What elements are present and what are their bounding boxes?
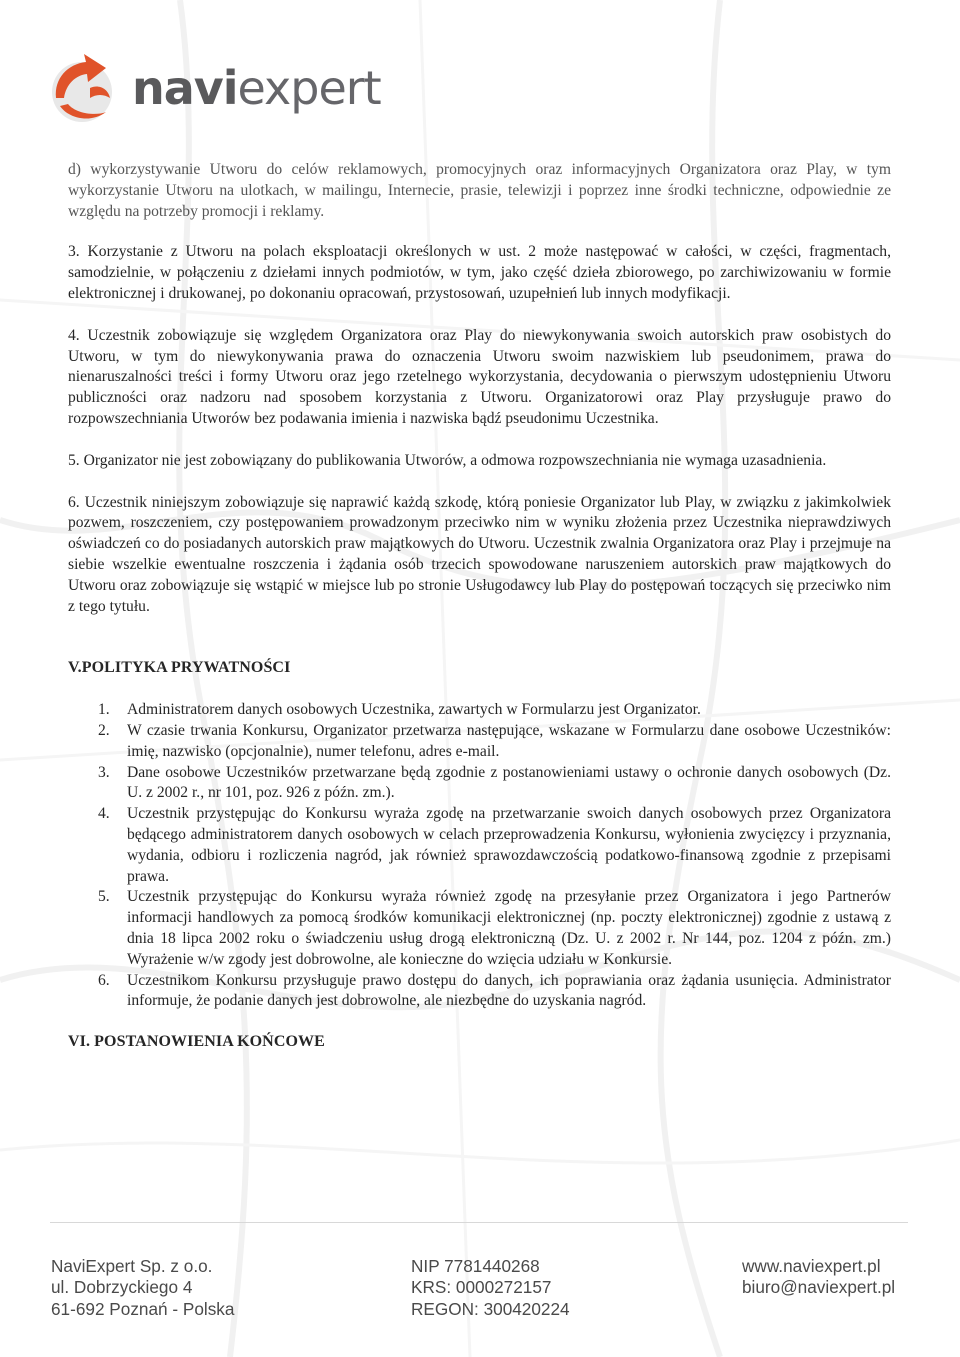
- list-item: [68, 763, 891, 805]
- list-item: [68, 887, 891, 970]
- list-item-text: Uczestnik przystępując do Konkursu wyraża również zgodę na przesyłanie przez Organizatora i jego Partnerów informacji handlowych za pomocą środków komunikacji elektronicznej (np. poczty elektronicznej) zgodnie z ustawą z dnia 18 lipca 2002 roku o świadczeniu usług drogą elektroniczną (Dz. U. z 2002 r. Nr 144, poz. 1204 z późn. zm.) Wyrażenie w/w zgody jest dobrowolne, ale konieczne do wzięcia udziału w Konkursie.: [127, 888, 891, 968]
- paragraph-5: 5. Organizator nie jest zobowiązany do publikowania Utworów, a odmowa rozpowszechniania nie wymaga uzasadnienia.: [68, 451, 827, 469]
- list-item-text: Uczestnik przystępując do Konkursu wyraża zgodę na przetwarzanie swoich danych osobowych przez Organizatora będącego administratorem danych osobowych w celach przeprowadzenia Konkursu, wyłonienia zwycięzcy i przyznania, wydania, odbioru i rozliczenia nagród, jak również sprawozdawczością podatkowo-finansową zgodnie z przepisami prawa.: [127, 805, 891, 885]
- list-item: [68, 804, 891, 887]
- list-item-text: Administratorem danych osobowych Uczestnika, zawartych w Formularzu jest Organizator.: [127, 701, 701, 719]
- list-item: [68, 721, 891, 763]
- list-item-number: 6.: [98, 971, 110, 989]
- footer-city: 61-692 Poznań - Polska: [51, 1298, 235, 1319]
- paragraph-4: 4. Uczestnik zobowiązuje się względem Organizatora oraz Play do niewykonywania swoich autorskich praw osobistych do Utworu, w tym do niewykonywania prawa do oznaczenia Utworu swoim nazwiskiem lub pseudonimem, prawa do nienaruszalności treści i formy Utworu oraz jego rzetelnego wykorzystania, decydowania o pierwszym udostępnieniu Utworu publiczności oraz nadzoru nad sposobem korzystania z Utworu. Organizatorowi oraz Play przysługuje prawo do rozpowszechniania Utworów bez podawania imienia i nazwiska bądź pseudonimu Uczestnika.: [68, 326, 891, 427]
- logo-text-light: expert: [237, 61, 381, 115]
- logo-text-bold: navi: [132, 61, 238, 115]
- list-item-text: W czasie trwania Konkursu, Organizator przetwarza następujące, wskazane w Formularzu dane osobowe Uczestników: imię, nazwisko (opcjonalnie), numer telefonu, adres e-mail.: [127, 721, 891, 760]
- footer-email-link[interactable]: biuro@naviexpert.pl: [742, 1277, 896, 1298]
- footer-company-address: [51, 1256, 234, 1320]
- footer-street: ul. Dobrzyckiego 4: [51, 1277, 193, 1298]
- footer-website-link[interactable]: www.naviexpert.pl: [742, 1256, 881, 1276]
- document-body: [68, 160, 891, 1053]
- footer-company-name: NaviExpert Sp. z o.o.: [51, 1256, 213, 1276]
- footer-registration: [411, 1256, 570, 1320]
- footer-regon: REGON: 300420224: [411, 1298, 570, 1319]
- list-item-text: Dane osobowe Uczestników przetwarzane będą zgodnie z postanowieniami ustawy o ochronie danych osobowych (Dz. U. z 2002 r., nr 101, poz. 926 z późn. zm.).: [127, 763, 891, 802]
- logo-arrow-icon: [50, 48, 128, 126]
- list-item-text: Uczestnikom Konkursu przysługuje prawo dostępu do danych, ich poprawiania oraz żądania usunięcia. Administrator informuje, że podanie danych jest dobrowolne, ale niezbędne do uzyskania nagród.: [127, 971, 891, 1010]
- footer-contact: [742, 1256, 895, 1299]
- list-item-number: 2.: [98, 721, 110, 739]
- list-item: [68, 700, 891, 721]
- paragraph-d: d) wykorzystywanie Utworu do celów reklamowych, promocyjnych oraz informacyjnych Organizatora oraz Play, w tym wykorzystanie Utworu na ulotkach, w mailingu, Internecie, prasie, telewizji i poprzez inne środki techniczne, odpowiednie ze względu na potrzeby promocji i reklamy.: [68, 161, 891, 220]
- privacy-list: [68, 700, 891, 1012]
- logo-wordmark: [132, 58, 381, 118]
- list-item-number: 3.: [98, 763, 110, 781]
- paragraph-6: 6. Uczestnik niniejszym zobowiązuje się naprawić każdą szkodę, którą poniesie Organizator lub Play, w związku z jakimkolwiek pozwem, roszczeniem, czy postępowaniem prowadzonym przeciwko nim w wyniku złożenia przez Uczestnika nieprawdziwych oświadczeń co do posiadanych autorskich praw majątkowych do Utworu. Uczestnik zwalnia Organizatora oraz Play i przejmuje na siebie wszelkie ewentualne roszczenia i żądania osób trzecich spowodowane naruszeniem autorskich praw majątkowych do Utworu oraz zobowiązuje się wstąpić w miejsce lub po stronie Usługodawcy lub Play do postępowań toczących się przeciwko nim z tego tytułu.: [68, 493, 891, 615]
- list-item-number: 5.: [98, 888, 110, 906]
- list-item-number: 4.: [98, 805, 110, 823]
- list-item-number: 1.: [98, 701, 110, 719]
- list-item: [68, 971, 891, 1013]
- footer-nip: NIP 7781440268: [411, 1256, 540, 1276]
- paragraph-3: 3. Korzystanie z Utworu na polach eksploatacji określonych w ust. 2 może następować w całości, w części, fragmentach, samodzielnie, w połączeniu z dziełami innych podmiotów, w tym, jako część dzieła zbiorowego, po zarchiwizowaniu w formie elektronicznej i drukowanej, po dokonaniu opracowań, przystosowań, uzupełnień lub innych modyfikacji.: [68, 243, 891, 302]
- footer-krs: KRS: 0000272157: [411, 1277, 552, 1298]
- section-heading-final: VI. POSTANOWIENIA KOŃCOWE: [68, 1033, 325, 1051]
- naviexpert-logo: [50, 48, 410, 128]
- section-heading-privacy: V.POLITYKA PRYWATNOŚCI: [68, 659, 291, 677]
- footer-divider: [50, 1222, 908, 1223]
